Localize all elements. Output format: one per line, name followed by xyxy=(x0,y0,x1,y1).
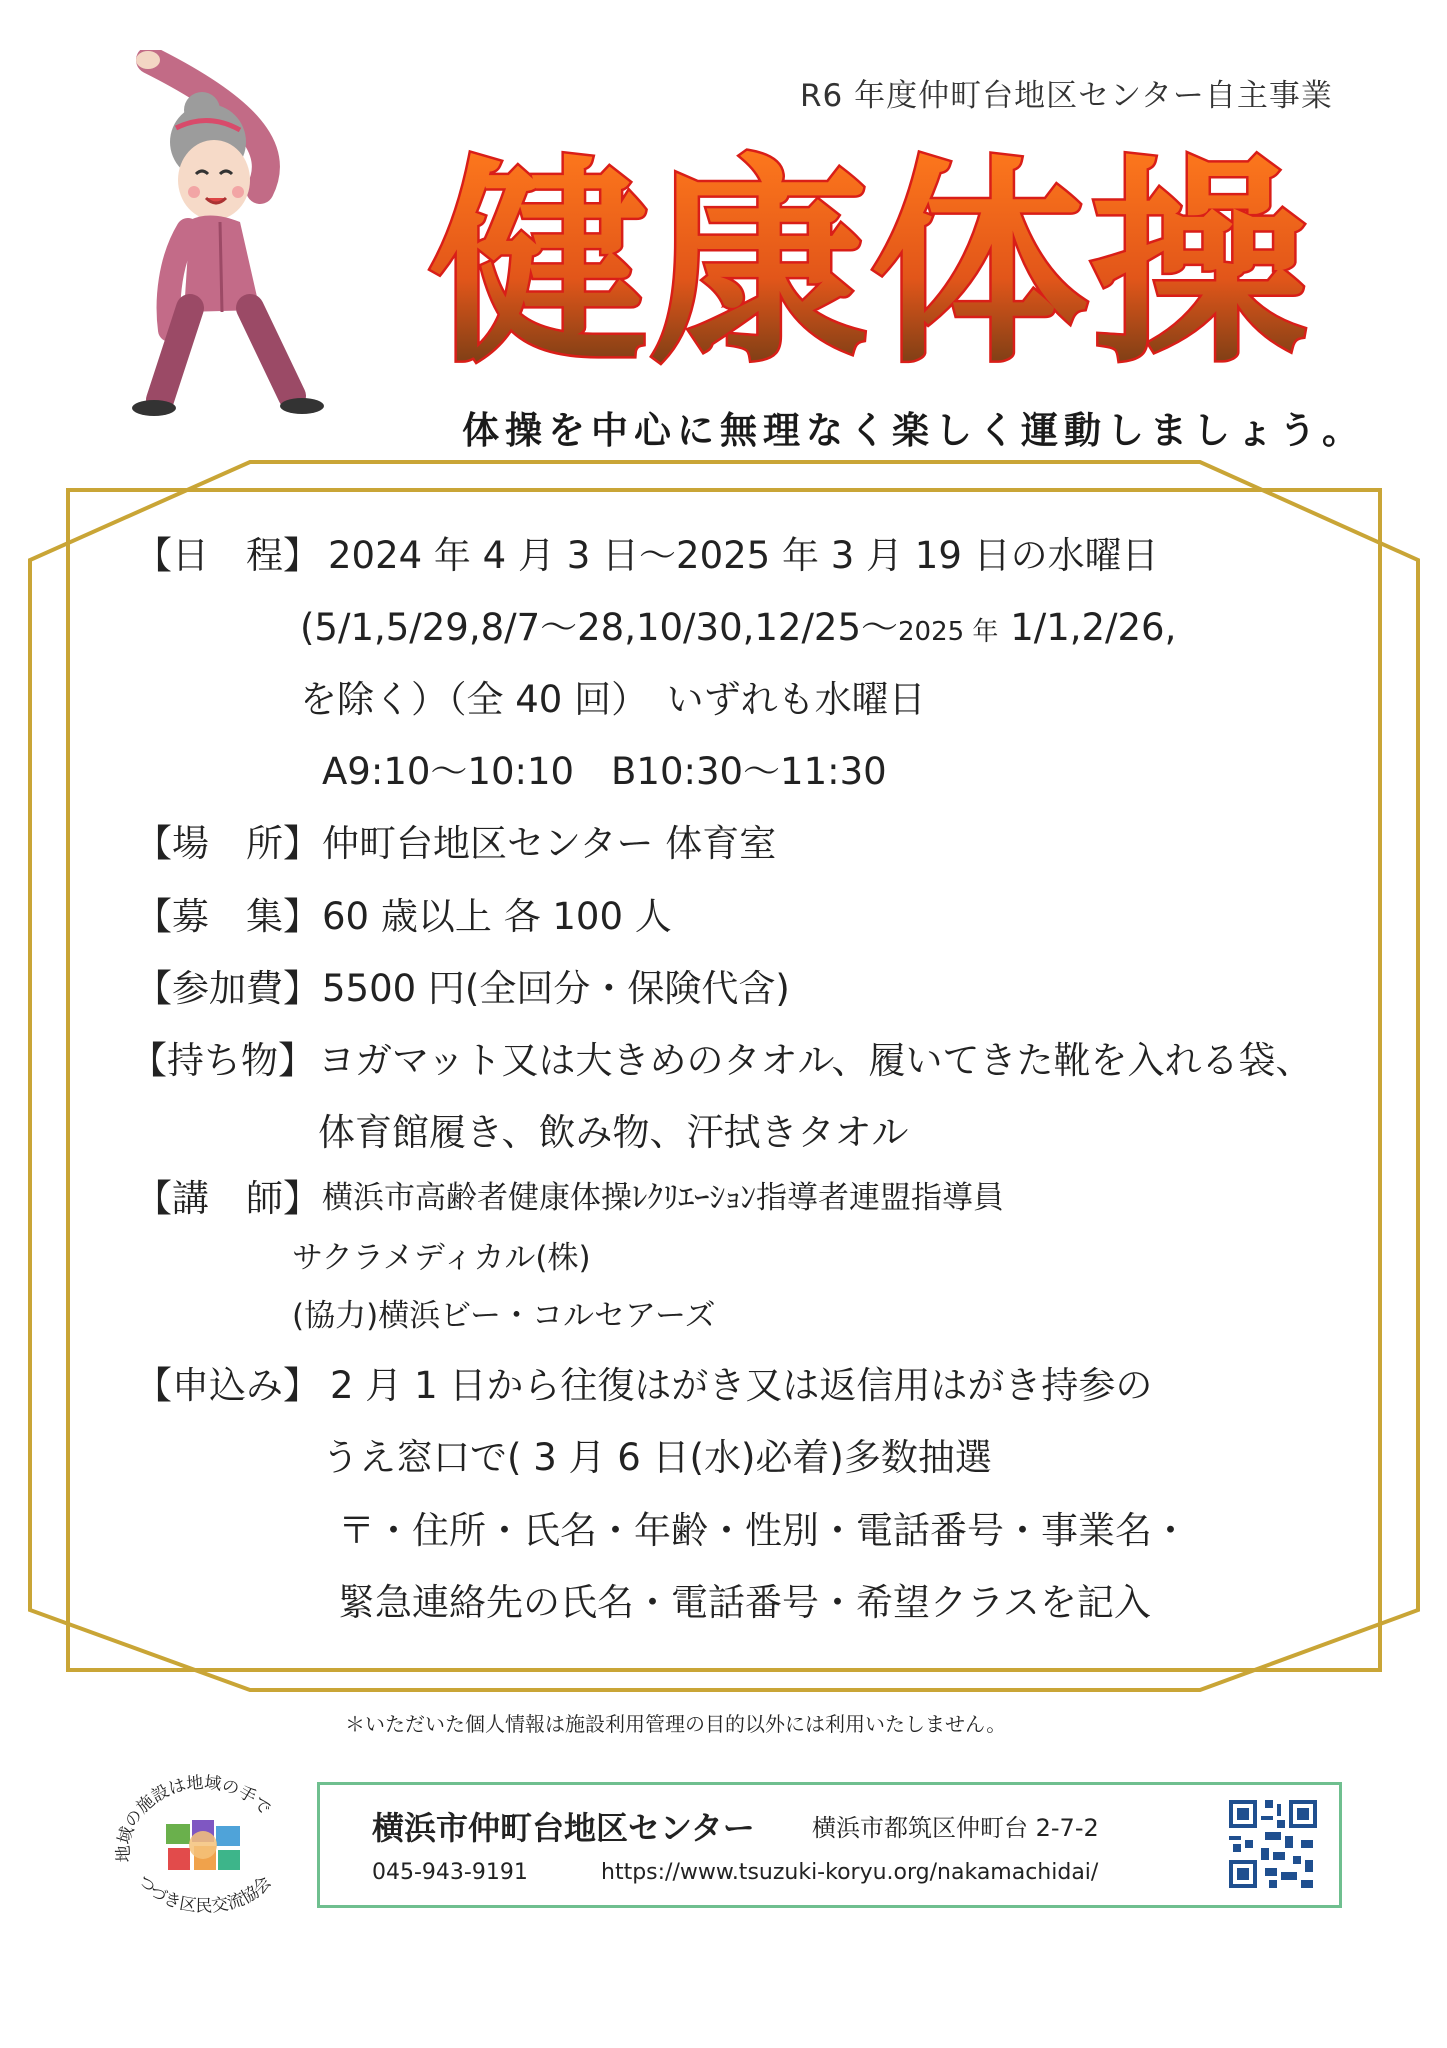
sponsor-label: R6 年度仲町台地区センター自主事業 xyxy=(800,78,1333,114)
schedule-line3: を除く）（全 40 回） いずれも水曜日 xyxy=(300,678,926,721)
schedule-line2-c: 1/1,2/26, xyxy=(998,606,1177,649)
place-value: 仲町台地区センター 体育室 xyxy=(322,822,777,865)
org-phone: 045-943-9191 xyxy=(372,1860,528,1885)
apply-line1: 2 月 1 日から往復はがき又は返信用はがき持参の xyxy=(330,1364,1153,1407)
schedule-line1: 2024 年 4 月 3 日～2025 年 3 月 19 日の水曜日 xyxy=(328,534,1159,577)
logo-text-bottom: つづき区民交流協会 xyxy=(133,1871,276,1917)
org-name: 横浜市仲町台地区センター xyxy=(372,1809,755,1847)
page-title-text: 健康体操 xyxy=(430,140,1310,380)
apply-line3: 〒・住所・氏名・年齢・性別・電話番号・事業名・ xyxy=(338,1509,1189,1552)
org-url[interactable]: https://www.tsuzuki-koryu.org/nakamachidai/ xyxy=(601,1860,1099,1885)
apply-line4: 緊急連絡先の氏名・電話番号・希望クラスを記入 xyxy=(338,1581,1151,1624)
privacy-note: ＊いただいた個人情報は施設利用管理の目的以外には利用いたしません。 xyxy=(345,1712,1007,1736)
items-line2: 体育館履き、飲み物、汗拭きタオル xyxy=(318,1111,909,1154)
instructor-line3: (協力)横浜ビー・コルセアーズ xyxy=(292,1298,716,1334)
recruit-value: 60 歳以上 各 100 人 xyxy=(322,895,672,938)
schedule-line2-year: 2025 年 xyxy=(898,617,999,647)
schedule-label: 【日 程】 xyxy=(135,534,320,577)
schedule-line2 xyxy=(300,597,1176,651)
org-address: 横浜市都筑区仲町台 2-7-2 xyxy=(812,1814,1099,1842)
apply-label: 【申込み】 xyxy=(135,1364,320,1407)
recruit-label: 【募 集】 xyxy=(135,895,320,938)
place-label: 【場 所】 xyxy=(135,822,320,865)
logo-text-top: 地域の施設は地域の手で xyxy=(113,1772,275,1863)
instructor-line2: サクラメディカル(株) xyxy=(292,1240,591,1276)
svg-text:つづき区民交流協会 xyxy=(133,1871,275,1916)
instructor-line1: 横浜市高齢者健康体操ﾚｸﾘｴｰｼｮﾝ指導者連盟指導員 xyxy=(322,1180,1004,1216)
qr-code[interactable] xyxy=(1225,1796,1321,1896)
items-line1: ヨガマット又は大きめのタオル、履いてきた靴を入れる袋、 xyxy=(318,1039,1313,1082)
fee-value: 5500 円(全回分・保険代含) xyxy=(322,967,790,1010)
schedule-line4: A9:10～10:10 B10:30～11:30 xyxy=(322,750,887,793)
subtitle: 体操を中心に無理なく楽しく運動しましょう。 xyxy=(462,409,1365,452)
items-label: 【持ち物】 xyxy=(130,1039,315,1082)
instructor-label: 【講 師】 xyxy=(135,1177,320,1220)
association-logo xyxy=(108,1772,298,1926)
schedule-line2-a: (5/1,5/29,8/7～28,10/30,12/25～ xyxy=(300,606,898,649)
apply-line2: うえ窓口で( 3 月 6 日(水)必着)多数抽選 xyxy=(322,1436,992,1479)
fee-label: 【参加費】 xyxy=(135,967,320,1010)
